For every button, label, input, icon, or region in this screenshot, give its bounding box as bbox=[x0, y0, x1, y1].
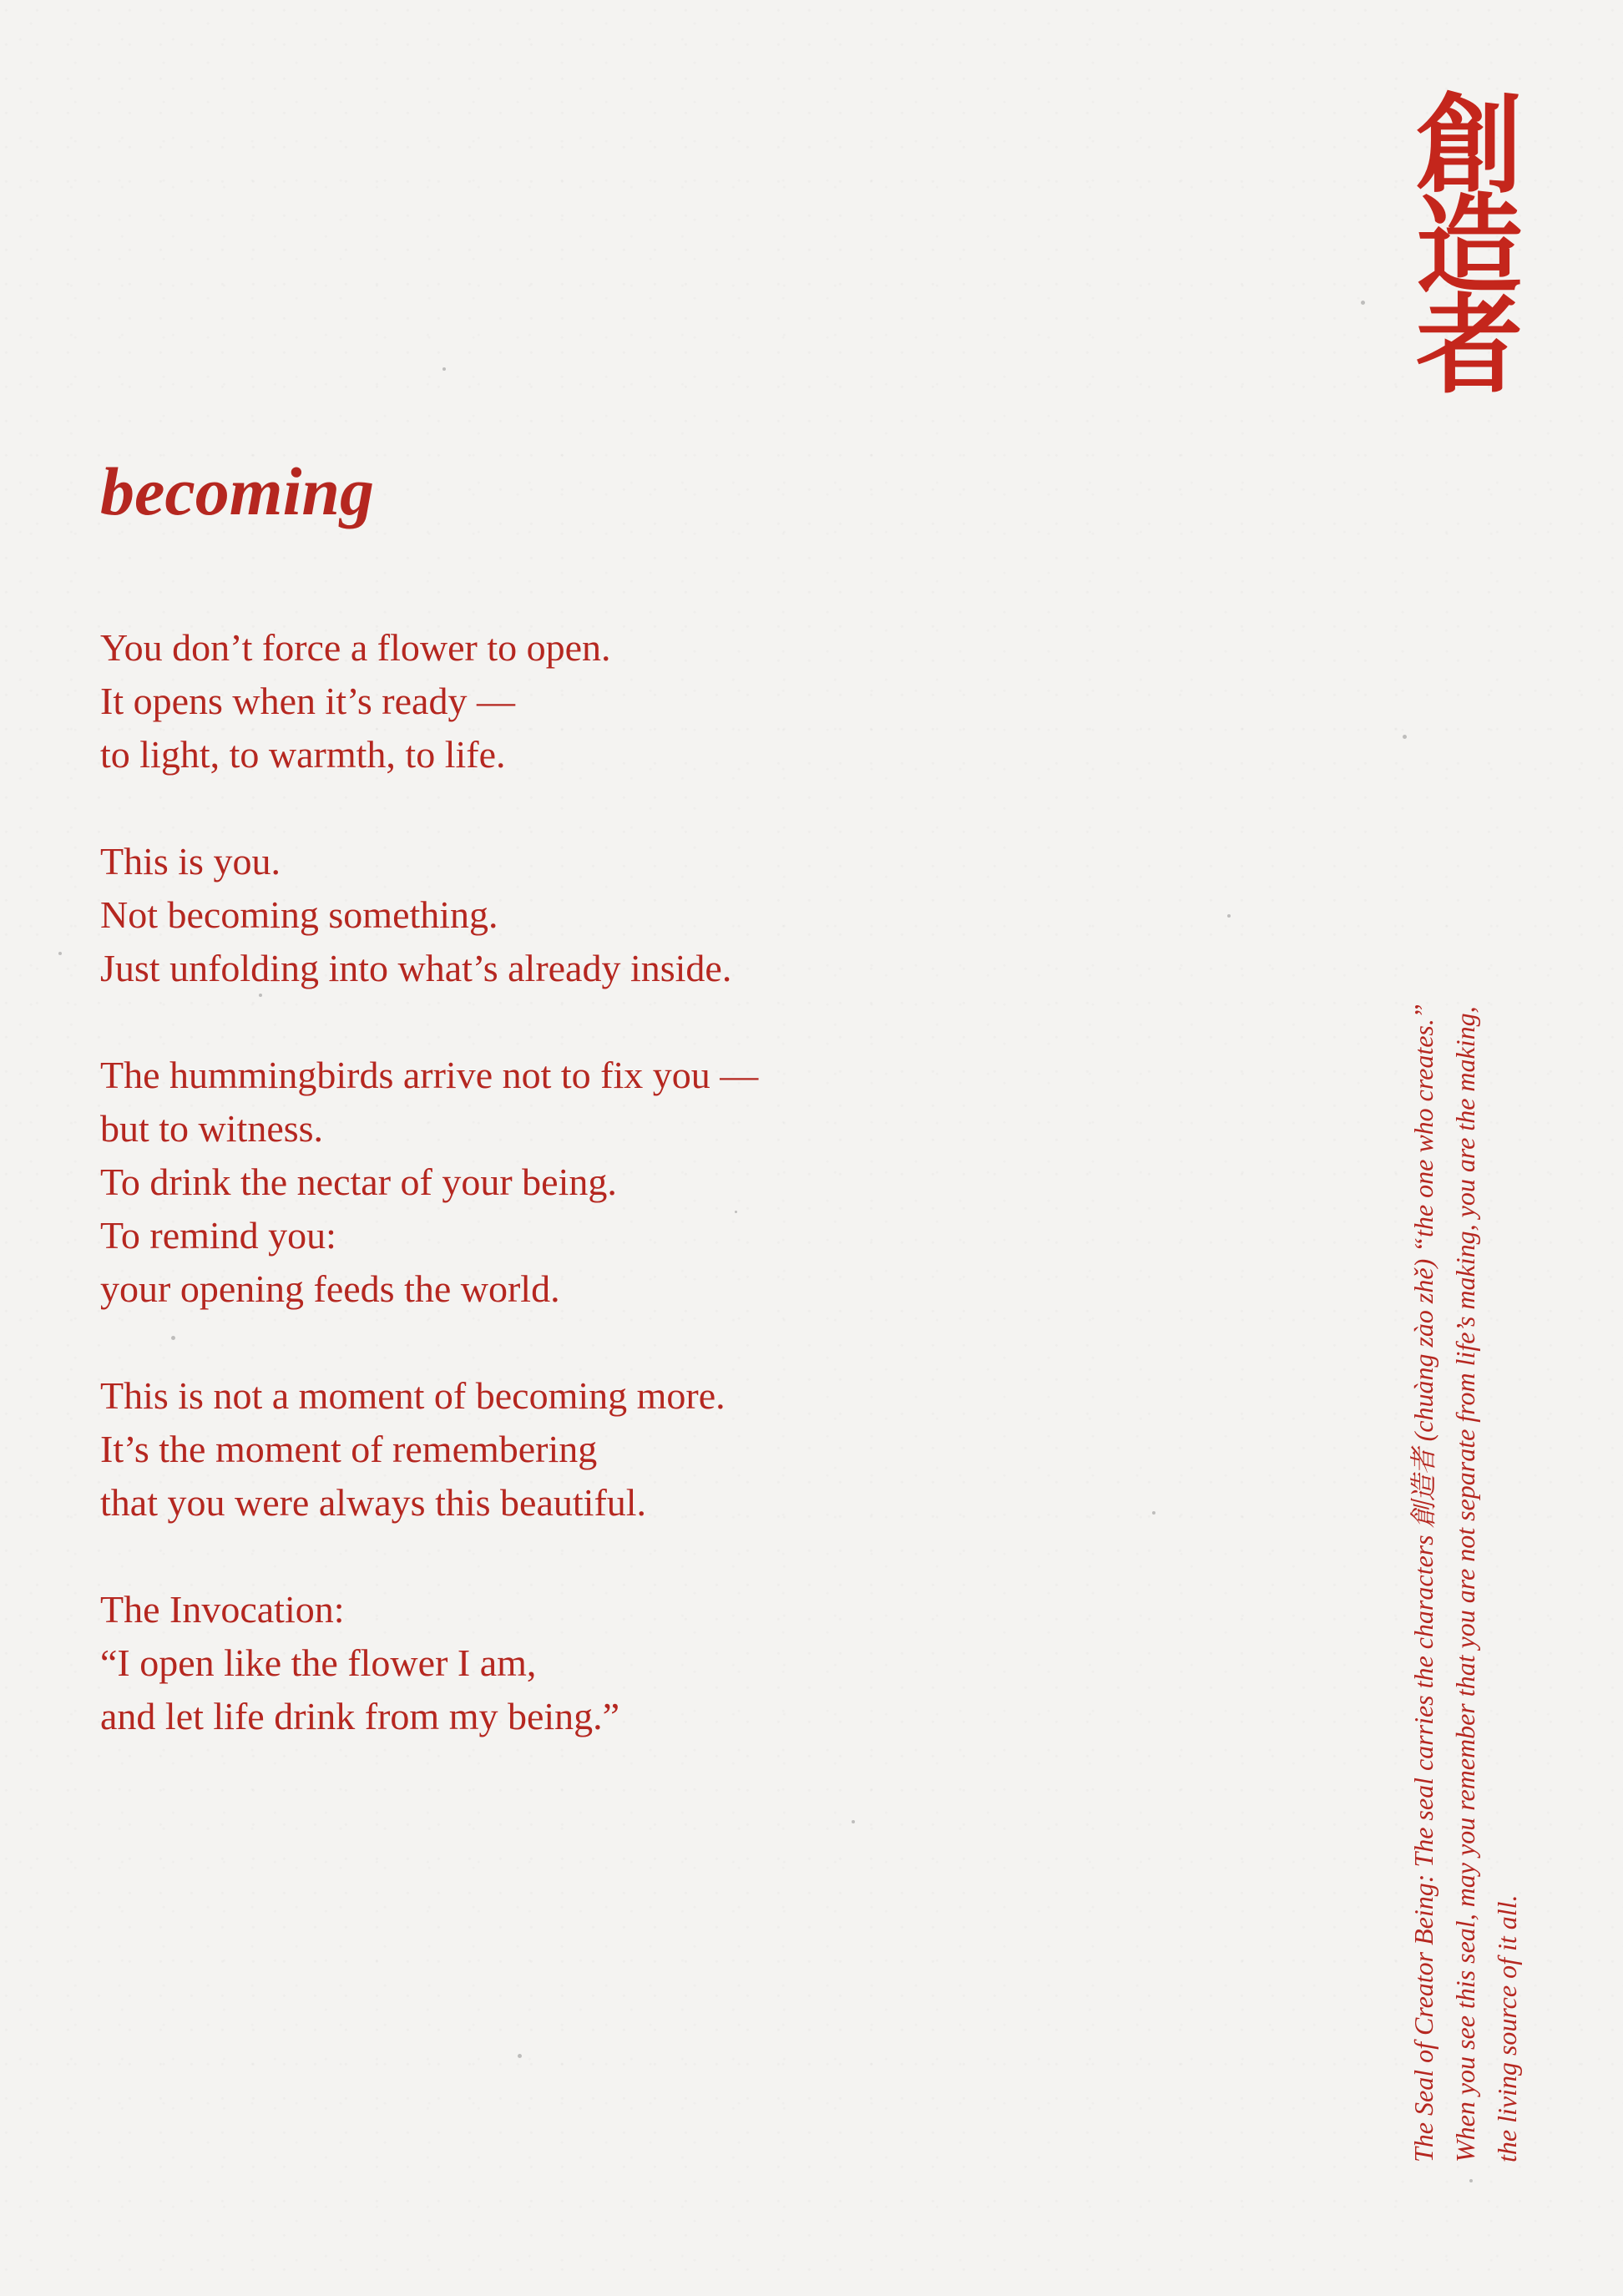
paper-speck bbox=[852, 1820, 855, 1823]
poem-body bbox=[100, 621, 935, 1797]
seal-explanation-note: The Seal of Creator Being: The seal carries the characters 創造者 (chuàng zào zhě) “the one who creates.” When you see this seal, may you remember that you are not separate from life’s making, you are the making, the living source of it all. bbox=[1408, 1004, 1522, 2162]
poem-line: and let life drink from my being.” bbox=[100, 1695, 620, 1737]
stanza bbox=[100, 1369, 935, 1530]
poem-line: This is you. bbox=[100, 840, 281, 882]
poem-line: to light, to warmth, to life. bbox=[100, 733, 506, 776]
poem-line: your opening feeds the world. bbox=[100, 1267, 560, 1310]
poem-line: Not becoming something. bbox=[100, 893, 498, 936]
poem-line: Just unfolding into what’s already inside. bbox=[100, 947, 732, 989]
stanza bbox=[100, 1049, 935, 1316]
stanza bbox=[100, 835, 935, 995]
creator-seal bbox=[1403, 83, 1536, 408]
poem-line: The hummingbirds arrive not to fix you — bbox=[100, 1054, 759, 1096]
poem-line: that you were always this beautiful. bbox=[100, 1481, 647, 1524]
poem-line: To drink the nectar of your being. bbox=[100, 1161, 617, 1203]
paper-speck bbox=[1227, 914, 1231, 918]
paper-speck bbox=[518, 2054, 522, 2058]
paper-speck bbox=[171, 1336, 175, 1340]
seal-character: 創 bbox=[1415, 83, 1523, 208]
poem-line: but to witness. bbox=[100, 1107, 324, 1150]
paper-speck bbox=[1152, 1511, 1155, 1515]
paper-speck bbox=[442, 367, 446, 371]
poem-line: The Invocation: bbox=[100, 1588, 345, 1631]
poem-line: It opens when it’s ready — bbox=[100, 680, 515, 722]
paper-speck bbox=[58, 952, 62, 955]
stanza bbox=[100, 621, 935, 781]
paper-speck bbox=[1469, 2179, 1473, 2182]
poem-line: You don’t force a flower to open. bbox=[100, 626, 611, 669]
seal-character: 者 bbox=[1415, 283, 1523, 408]
paper-speck bbox=[259, 994, 262, 997]
poem-line: It’s the moment of remembering bbox=[100, 1428, 598, 1470]
poem-line: To remind you: bbox=[100, 1214, 336, 1257]
paper-speck bbox=[1403, 735, 1407, 739]
paper-speck bbox=[1361, 301, 1365, 305]
poem-line: “I open like the flower I am, bbox=[100, 1641, 537, 1684]
poem-title: becoming bbox=[100, 453, 374, 529]
poem-line: This is not a moment of becoming more. bbox=[100, 1374, 726, 1417]
seal-character: 造 bbox=[1415, 183, 1523, 308]
stanza bbox=[100, 1583, 935, 1743]
paper-speck bbox=[735, 1211, 737, 1213]
